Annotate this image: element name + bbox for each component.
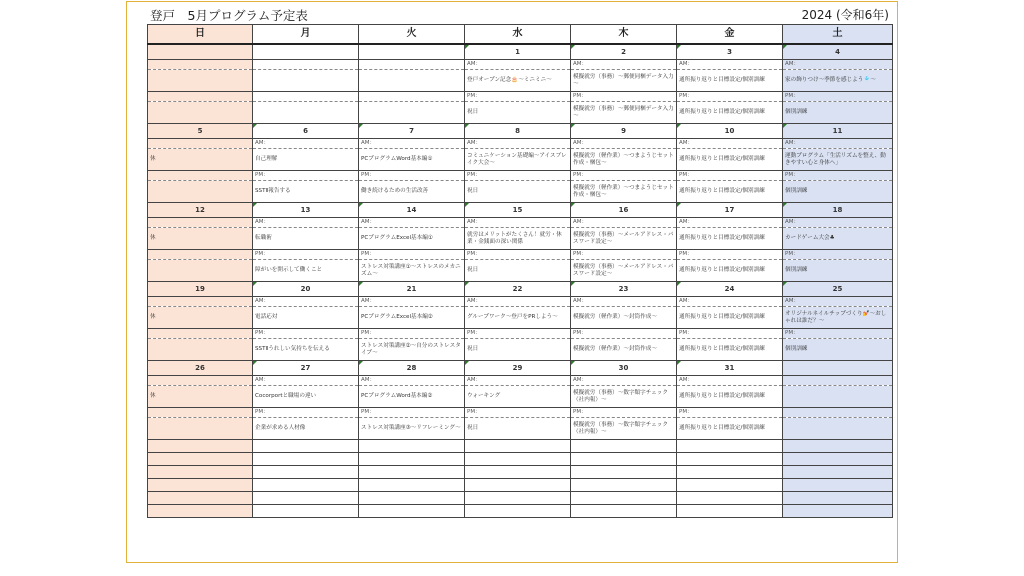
date-number: 28 xyxy=(359,361,465,376)
comment-marker xyxy=(571,124,575,128)
am-program: 通所振り返りと目標設定/個別訓練 xyxy=(677,228,783,250)
date-number: 8 xyxy=(465,124,571,139)
pm-program: 通所振り返りと目標設定/個別訓練 xyxy=(677,260,783,282)
pm-program: SSTⅡうれしい気持ちを伝える xyxy=(253,339,359,361)
am-program xyxy=(359,70,465,92)
am-label: AM： xyxy=(253,139,359,149)
empty-cell xyxy=(359,466,465,479)
am-program: 模擬就労（事務）～数字類字チェック（社内報）～ xyxy=(571,386,677,408)
am-label xyxy=(148,376,253,386)
empty-cell xyxy=(677,479,783,492)
comment-marker xyxy=(465,124,469,128)
am-label: AM： xyxy=(465,297,571,307)
pm-program: 個別訓練 xyxy=(783,260,893,282)
pm-label: PM： xyxy=(465,250,571,260)
am-label: AM： xyxy=(571,60,677,70)
comment-marker xyxy=(783,124,787,128)
date-row xyxy=(148,44,893,60)
weekday-header: 月 xyxy=(253,25,359,45)
pm-program xyxy=(359,102,465,124)
am-program: PCプログラムExcel基本編② xyxy=(359,307,465,329)
am-program: 転職術 xyxy=(253,228,359,250)
am-program xyxy=(253,70,359,92)
am-program: 登戸オープン記念🎂～ミニミニ～ xyxy=(465,70,571,92)
date-number: 2 xyxy=(571,44,677,60)
empty-cell xyxy=(359,453,465,466)
pm-content-row xyxy=(148,181,893,203)
pm-program: 模擬就労（軽作業）～封筒作成～ xyxy=(571,339,677,361)
pm-program: 働き続けるための生活改善 xyxy=(359,181,465,203)
date-number: 11 xyxy=(783,124,893,139)
empty-cell xyxy=(783,505,893,518)
empty-cell xyxy=(465,466,571,479)
am-label: AM： xyxy=(359,139,465,149)
pm-label: PM： xyxy=(465,171,571,181)
date-number: 13 xyxy=(253,203,359,218)
pm-program: 企業が求める人材像 xyxy=(253,418,359,440)
am-program: 就労はメリットがたくさん！就労・休業・金銭面の深い関係 xyxy=(465,228,571,250)
am-program: 休 xyxy=(148,386,253,408)
pm-program: ストレス対策講座②～自分のストレスタイプ～ xyxy=(359,339,465,361)
am-label xyxy=(359,60,465,70)
am-label: AM： xyxy=(571,139,677,149)
schedule-sheet xyxy=(126,1,898,563)
comment-marker xyxy=(465,282,469,286)
pm-label: PM： xyxy=(465,92,571,102)
empty-cell xyxy=(148,440,253,453)
empty-cell xyxy=(677,492,783,505)
pm-label-row xyxy=(148,408,893,418)
pm-label: PM： xyxy=(677,250,783,260)
comment-marker xyxy=(359,361,363,365)
am-program: 通所振り返りと目標設定/個別訓練 xyxy=(677,70,783,92)
empty-cell xyxy=(677,466,783,479)
pm-label: PM： xyxy=(465,329,571,339)
pm-label: PM： xyxy=(253,171,359,181)
pm-program: 祝日 xyxy=(465,339,571,361)
date-number xyxy=(253,44,359,60)
comment-marker xyxy=(253,361,257,365)
am-program: 休 xyxy=(148,307,253,329)
empty-cell xyxy=(465,505,571,518)
am-label-row xyxy=(148,376,893,386)
am-label: AM： xyxy=(359,218,465,228)
pm-content-row xyxy=(148,102,893,124)
empty-cell xyxy=(148,453,253,466)
calendar-table xyxy=(147,24,893,518)
comment-marker xyxy=(571,282,575,286)
empty-cell xyxy=(465,440,571,453)
pm-label: PM： xyxy=(677,92,783,102)
am-label: AM： xyxy=(783,218,893,228)
am-content-row xyxy=(148,386,893,408)
pm-program xyxy=(148,339,253,361)
weekday-header: 金 xyxy=(677,25,783,45)
pm-program: 祝日 xyxy=(465,260,571,282)
am-program: グループワーク～登戸をPRしよう～ xyxy=(465,307,571,329)
pm-program: 個別訓練 xyxy=(783,181,893,203)
pm-label: PM： xyxy=(677,171,783,181)
empty-row xyxy=(148,466,893,479)
empty-cell xyxy=(677,453,783,466)
date-number: 9 xyxy=(571,124,677,139)
pm-program: 個別訓練 xyxy=(783,102,893,124)
pm-label: PM： xyxy=(571,408,677,418)
date-number: 12 xyxy=(148,203,253,218)
pm-program xyxy=(148,181,253,203)
comment-marker xyxy=(677,124,681,128)
date-number: 24 xyxy=(677,282,783,297)
empty-row xyxy=(148,505,893,518)
pm-program: 通所振り返りと目標設定/個別訓練 xyxy=(677,181,783,203)
comment-marker xyxy=(253,282,257,286)
date-number: 16 xyxy=(571,203,677,218)
am-label: AM： xyxy=(253,218,359,228)
pm-label: PM： xyxy=(359,408,465,418)
am-program: 模擬就労（軽作業）～つまようじセット作成・梱包～ xyxy=(571,149,677,171)
pm-label: PM： xyxy=(253,408,359,418)
pm-program: 模擬就労（事務）～メールアドレス・パスワード設定～ xyxy=(571,260,677,282)
date-number: 15 xyxy=(465,203,571,218)
empty-cell xyxy=(677,440,783,453)
pm-label-row xyxy=(148,250,893,260)
comment-marker xyxy=(677,45,681,49)
comment-marker xyxy=(677,282,681,286)
empty-cell xyxy=(677,505,783,518)
am-content-row xyxy=(148,70,893,92)
comment-marker xyxy=(783,45,787,49)
date-number: 14 xyxy=(359,203,465,218)
empty-cell xyxy=(465,492,571,505)
empty-cell xyxy=(253,453,359,466)
am-program: 運動プログラム「生活リズムを整え、動きやすい心と身体へ」 xyxy=(783,149,893,171)
am-label: AM： xyxy=(359,376,465,386)
am-program: 家の飾りつけ～季節を感じよう🎐～ xyxy=(783,70,893,92)
pm-label: PM： xyxy=(253,250,359,260)
pm-label xyxy=(148,250,253,260)
am-label xyxy=(783,376,893,386)
am-label-row xyxy=(148,139,893,149)
pm-label: PM： xyxy=(571,329,677,339)
pm-label xyxy=(359,92,465,102)
weekday-header-row xyxy=(148,25,893,45)
am-program: 電話応対 xyxy=(253,307,359,329)
date-row xyxy=(148,124,893,139)
am-program: PCプログラムWord基本編② xyxy=(359,386,465,408)
am-program: 模擬就労（軽作業）～封筒作成～ xyxy=(571,307,677,329)
weekday-header: 火 xyxy=(359,25,465,45)
pm-program: ストレス対策講座③～リフレーミング～ xyxy=(359,418,465,440)
pm-label: PM： xyxy=(783,329,893,339)
date-number: 7 xyxy=(359,124,465,139)
am-label xyxy=(253,60,359,70)
am-program xyxy=(783,386,893,408)
date-number xyxy=(148,44,253,60)
comment-marker xyxy=(359,203,363,207)
am-program: 模擬就労（事務）～メールアドレス・パスワード設定～ xyxy=(571,228,677,250)
pm-label: PM： xyxy=(783,250,893,260)
comment-marker xyxy=(677,361,681,365)
empty-cell xyxy=(465,479,571,492)
date-number: 4 xyxy=(783,44,893,60)
date-number: 31 xyxy=(677,361,783,376)
date-number: 1 xyxy=(465,44,571,60)
date-number: 5 xyxy=(148,124,253,139)
pm-label: PM： xyxy=(783,171,893,181)
pm-label xyxy=(148,408,253,418)
pm-program: SSTⅡ報告する xyxy=(253,181,359,203)
date-row xyxy=(148,203,893,218)
am-label: AM： xyxy=(359,297,465,307)
pm-label-row xyxy=(148,92,893,102)
date-number xyxy=(359,44,465,60)
weekday-header: 土 xyxy=(783,25,893,45)
comment-marker xyxy=(571,361,575,365)
am-program: コミュニケーション基礎編～アイスブレイク大会～ xyxy=(465,149,571,171)
am-program: 模擬就労（事務）～郵便同梱データ入力～ xyxy=(571,70,677,92)
date-row xyxy=(148,282,893,297)
am-program: 自己理解 xyxy=(253,149,359,171)
date-number xyxy=(783,361,893,376)
date-number: 29 xyxy=(465,361,571,376)
empty-cell xyxy=(465,453,571,466)
pm-program: 祝日 xyxy=(465,418,571,440)
am-label-row xyxy=(148,60,893,70)
pm-content-row xyxy=(148,339,893,361)
am-label: AM： xyxy=(253,376,359,386)
am-program xyxy=(148,70,253,92)
date-number: 17 xyxy=(677,203,783,218)
am-program: 休 xyxy=(148,149,253,171)
pm-label-row xyxy=(148,329,893,339)
pm-label: PM： xyxy=(359,250,465,260)
am-program: 休 xyxy=(148,228,253,250)
pm-program: 祝日 xyxy=(465,102,571,124)
empty-cell xyxy=(148,479,253,492)
empty-cell xyxy=(783,492,893,505)
comment-marker xyxy=(571,45,575,49)
pm-label: PM： xyxy=(677,329,783,339)
comment-marker xyxy=(253,203,257,207)
weekday-header: 日 xyxy=(148,25,253,45)
date-number: 26 xyxy=(148,361,253,376)
am-label: AM： xyxy=(465,60,571,70)
am-label: AM： xyxy=(677,218,783,228)
pm-program xyxy=(148,418,253,440)
pm-program xyxy=(783,418,893,440)
pm-program xyxy=(148,260,253,282)
pm-content-row xyxy=(148,418,893,440)
am-label: AM： xyxy=(677,297,783,307)
am-program: PCプログラムWord基本編① xyxy=(359,149,465,171)
empty-cell xyxy=(148,505,253,518)
am-program: カードゲーム大会♣ xyxy=(783,228,893,250)
date-number: 25 xyxy=(783,282,893,297)
comment-marker xyxy=(465,203,469,207)
date-row xyxy=(148,361,893,376)
empty-cell xyxy=(783,440,893,453)
empty-row xyxy=(148,479,893,492)
comment-marker xyxy=(253,124,257,128)
date-number: 18 xyxy=(783,203,893,218)
date-number: 10 xyxy=(677,124,783,139)
page-title: 登戸 5月プログラム予定表 xyxy=(150,8,308,23)
pm-program: 通所振り返りと目標設定/個別訓練 xyxy=(677,102,783,124)
am-program: 通所振り返りと目標設定/個別訓練 xyxy=(677,386,783,408)
am-program: Cocorportと職場の違い xyxy=(253,386,359,408)
pm-program: 通所振り返りと目標設定/個別訓練 xyxy=(677,418,783,440)
empty-cell xyxy=(253,492,359,505)
pm-label xyxy=(148,171,253,181)
am-label: AM： xyxy=(783,139,893,149)
pm-label xyxy=(783,408,893,418)
empty-cell xyxy=(571,440,677,453)
pm-label: PM： xyxy=(571,171,677,181)
pm-label: PM： xyxy=(465,408,571,418)
am-label: AM： xyxy=(571,376,677,386)
pm-label: PM： xyxy=(677,408,783,418)
pm-program: 通所振り返りと目標設定/個別訓練 xyxy=(677,339,783,361)
empty-cell xyxy=(359,479,465,492)
comment-marker xyxy=(359,124,363,128)
year-label: 2024 (令和6年) xyxy=(801,8,889,22)
pm-program: 障がいを開示して働くこと xyxy=(253,260,359,282)
date-number: 27 xyxy=(253,361,359,376)
am-label: AM： xyxy=(677,376,783,386)
am-label-row xyxy=(148,218,893,228)
am-content-row xyxy=(148,149,893,171)
pm-label: PM： xyxy=(359,329,465,339)
pm-label: PM： xyxy=(571,92,677,102)
am-program: 通所振り返りと目標設定/個別訓練 xyxy=(677,307,783,329)
date-number: 22 xyxy=(465,282,571,297)
empty-row xyxy=(148,453,893,466)
am-label xyxy=(148,60,253,70)
am-label: AM： xyxy=(465,218,571,228)
empty-cell xyxy=(783,466,893,479)
empty-row xyxy=(148,440,893,453)
date-number: 21 xyxy=(359,282,465,297)
pm-label xyxy=(253,92,359,102)
am-label-row xyxy=(148,297,893,307)
pm-label xyxy=(148,329,253,339)
comment-marker xyxy=(783,203,787,207)
am-program: PCプログラムExcel基本編① xyxy=(359,228,465,250)
weekday-header: 木 xyxy=(571,25,677,45)
am-program: 通所振り返りと目標設定/個別訓練 xyxy=(677,149,783,171)
pm-label xyxy=(148,92,253,102)
weekday-header: 水 xyxy=(465,25,571,45)
pm-program: 個別訓練 xyxy=(783,339,893,361)
pm-program: 模擬就労（軽作業）～つまようじセット作成・梱包～ xyxy=(571,181,677,203)
empty-cell xyxy=(148,492,253,505)
empty-cell xyxy=(253,479,359,492)
empty-cell xyxy=(571,492,677,505)
am-label xyxy=(148,139,253,149)
date-number: 23 xyxy=(571,282,677,297)
am-label: AM： xyxy=(465,139,571,149)
comment-marker xyxy=(465,45,469,49)
pm-label: PM： xyxy=(571,250,677,260)
empty-cell xyxy=(571,453,677,466)
empty-cell xyxy=(571,505,677,518)
date-number: 20 xyxy=(253,282,359,297)
am-content-row xyxy=(148,228,893,250)
comment-marker xyxy=(571,203,575,207)
pm-program xyxy=(148,102,253,124)
pm-program: 模擬就労（事務）～数字類字チェック（社内報）～ xyxy=(571,418,677,440)
empty-cell xyxy=(253,440,359,453)
am-label: AM： xyxy=(571,218,677,228)
pm-label-row xyxy=(148,171,893,181)
comment-marker xyxy=(783,282,787,286)
am-label: AM： xyxy=(465,376,571,386)
pm-label: PM： xyxy=(359,171,465,181)
empty-cell xyxy=(571,466,677,479)
date-number: 19 xyxy=(148,282,253,297)
am-content-row xyxy=(148,307,893,329)
pm-label: PM： xyxy=(253,329,359,339)
am-label: AM： xyxy=(783,60,893,70)
empty-cell xyxy=(571,479,677,492)
empty-cell xyxy=(783,453,893,466)
am-label: AM： xyxy=(571,297,677,307)
date-number: 30 xyxy=(571,361,677,376)
pm-content-row xyxy=(148,260,893,282)
pm-program xyxy=(253,102,359,124)
comment-marker xyxy=(465,361,469,365)
empty-cell xyxy=(359,492,465,505)
comment-marker xyxy=(359,282,363,286)
pm-program: 模擬就労（事務）～郵便同梱データ入力～ xyxy=(571,102,677,124)
am-program: ウォーキング xyxy=(465,386,571,408)
am-label: AM： xyxy=(783,297,893,307)
empty-cell xyxy=(359,440,465,453)
am-label: AM： xyxy=(677,60,783,70)
am-label xyxy=(148,297,253,307)
empty-cell xyxy=(359,505,465,518)
pm-label: PM： xyxy=(783,92,893,102)
empty-cell xyxy=(253,505,359,518)
comment-marker xyxy=(677,203,681,207)
pm-program: 祝日 xyxy=(465,181,571,203)
am-label xyxy=(148,218,253,228)
empty-cell xyxy=(783,479,893,492)
am-program: オリジナルネイルチップづくり💅～おしゃれは誰だ？～ xyxy=(783,307,893,329)
empty-cell xyxy=(253,466,359,479)
date-number: 6 xyxy=(253,124,359,139)
empty-cell xyxy=(148,466,253,479)
empty-row xyxy=(148,492,893,505)
pm-program: ストレス対策講座①～ストレスのメカニズム～ xyxy=(359,260,465,282)
am-label: AM： xyxy=(253,297,359,307)
am-label: AM： xyxy=(677,139,783,149)
date-number: 3 xyxy=(677,44,783,60)
